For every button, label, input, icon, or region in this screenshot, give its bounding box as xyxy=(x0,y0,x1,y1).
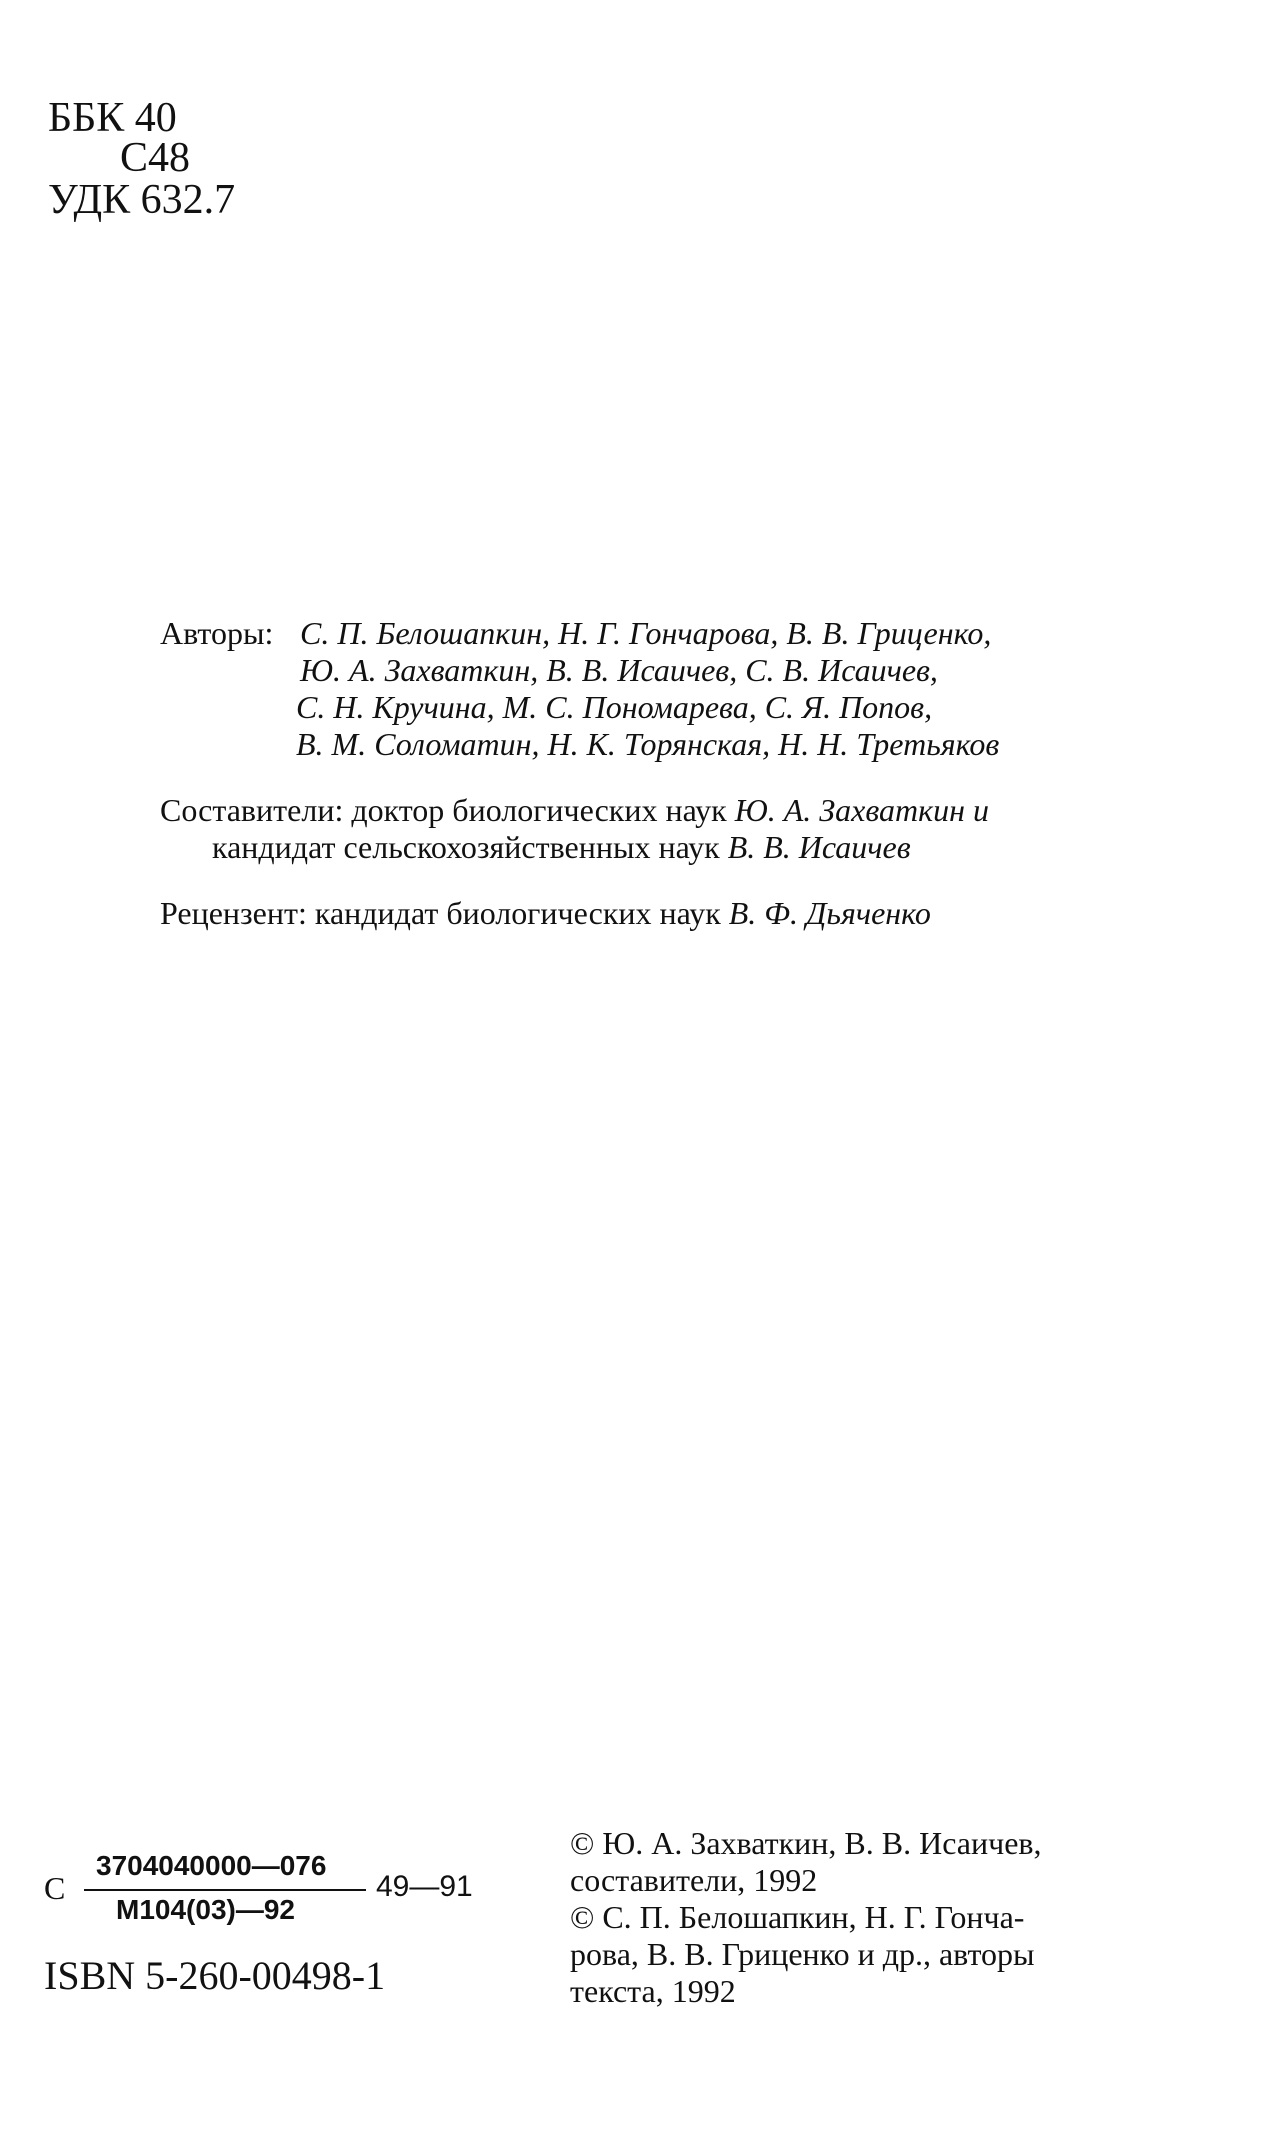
compilers-line1-text: доктор биологических наук xyxy=(351,792,727,828)
authors-line-2: Ю. А. Захваткин, В. В. Исаичев, С. В. Исаичев, xyxy=(300,652,938,688)
compilers-line1-conj: и xyxy=(972,792,989,828)
udk-index: УДК 632.7 xyxy=(48,177,236,223)
compilers-line-1 xyxy=(160,792,989,829)
compilers-line1-name: Ю. А. Захваткин xyxy=(734,792,965,828)
bbk-index: ББК 40 xyxy=(48,95,177,141)
authors-line-4: В. М. Соломатин, Н. К. Торянская, Н. Н. Третьяков xyxy=(296,726,1000,762)
copyright-line-4: рова, В. В. Гриценко и др., авторы xyxy=(570,1936,1035,1972)
copyright-line-5: текста, 1992 xyxy=(570,1973,736,2009)
reviewer-name: В. Ф. Дьяченко xyxy=(728,895,931,931)
authors-label: Авторы: xyxy=(160,615,274,651)
reviewer-text: кандидат биологических наук xyxy=(314,895,721,931)
isbn: ISBN 5-260-00498-1 xyxy=(44,1953,386,1998)
compilers-label: Составители: xyxy=(160,792,344,828)
publishing-code-denominator: М104(03)—92 xyxy=(116,1894,295,1925)
authors-line-3: С. Н. Кручина, М. С. Пономарева, С. Я. Попов, xyxy=(296,689,933,725)
fraction-line xyxy=(84,1889,366,1891)
compilers-line-2 xyxy=(212,829,911,866)
compilers-line2-text: кандидат сельскохозяйственных наук xyxy=(212,829,720,865)
publishing-code-letter: С xyxy=(44,1870,66,1906)
compilers-line2-name: В. В. Исаичев xyxy=(727,829,911,865)
publishing-code-numerator: 3704040000—076 xyxy=(96,1850,327,1881)
bbk-code: С48 xyxy=(120,135,191,181)
reviewer-label: Рецензент: xyxy=(160,895,307,931)
reviewer-line xyxy=(160,895,931,932)
copyright-line-3: © С. П. Белошапкин, Н. Г. Гонча- xyxy=(570,1899,1025,1935)
publishing-code-suffix: 49—91 xyxy=(376,1870,473,1903)
copyright-line-1: © Ю. А. Захваткин, В. В. Исаичев, xyxy=(570,1825,1042,1861)
authors-line-1: С. П. Белошапкин, Н. Г. Гончарова, В. В. Гриценко, xyxy=(300,615,992,651)
copyright-line-2: составители, 1992 xyxy=(570,1862,818,1898)
